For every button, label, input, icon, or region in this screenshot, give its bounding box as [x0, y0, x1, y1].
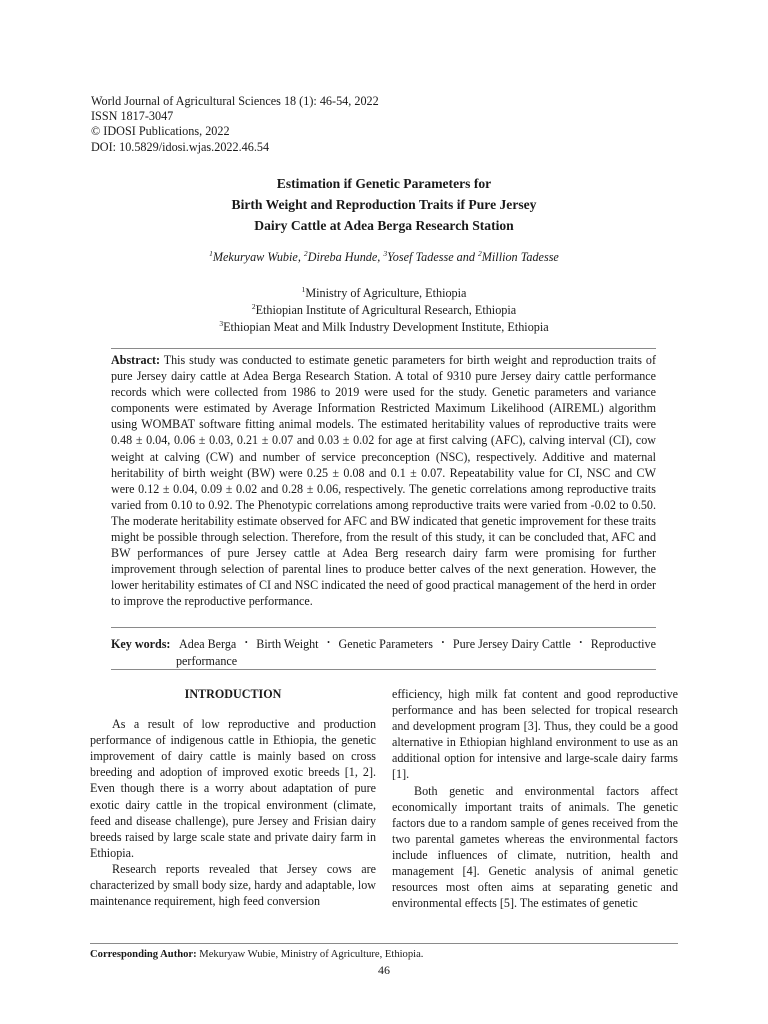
affiliation-2-text: Ethiopian Institute of Agricultural Research, Ethiopia	[255, 303, 517, 317]
abstract-text: This study was conducted to estimate genetic parameters for birth weight and reproduction traits of pure Jersey dairy cattle at Adea Berga Research Station. A total of 9310 pure Jersey dairy cattle performance records which were collected from 1986 to 2019 were used for the study. Genetic parameters and variance components were estimated by Average Information Restricted Maximum Likelihood (AIREML) algorithm using WOMBAT software fitting animal models. The estimated heritability values of reproductive traits were 0.48 ± 0.04, 0.06 ± 0.03, 0.21 ± 0.07 and 0.03 ± 0.02 for age at first calving (AFC), calving interval (CI), cow weight at calving (CW) and number of service preconception (NSC), respectively. Additive and maternal heritability of birth weight (BW) were 0.25 ± 0.08 and 0.1 ± 0.07. Repeatability value for CI, NSC and CW were 0.12 ± 0.04, 0.09 ± 0.02 and 0.28 ± 0.06, respectively. The genetic correlations among reproductive traits varied from 0.10 to 0.92. The Phenotypic correlations among reproductive traits were varied from -0.02 to 0.50. The moderate heritability estimate observed for AFC and BW indicated that genetic improvement for these traits might be possible through selection. Therefore, from the result of this study, it can be concluded that, AFC and BW performances of pure Jersey cattle at Adea Berg research dairy farm were promising for further improvement through selection of parental lines to produce better calves of the next generation. However, the lower heritability estimates of CI and NSC indicated the need of good practical management of the herd in order to improve the reproductive performance.	[111, 353, 656, 609]
journal-publisher: © IDOSI Publications, 2022	[91, 124, 230, 139]
abstract-top-rule	[111, 348, 656, 349]
affiliation-3-mark: 3	[219, 318, 224, 328]
body-paragraph: Research reports revealed that Jersey cows are characterized by small body size, hardy and adaptable, low maintenance requirement, high feed conversion	[90, 861, 376, 909]
title-line-2: Birth Weight and Reproduction Traits if Pure Jersey	[231, 197, 537, 212]
author-4: Million Tadesse	[481, 250, 559, 264]
keyword-5: Reproductive	[590, 637, 656, 651]
abstract	[111, 352, 656, 610]
keyword-2: Birth Weight	[256, 637, 319, 651]
keyword-separator: •	[579, 638, 583, 647]
body-column-left	[90, 686, 376, 909]
author-list	[90, 249, 678, 265]
journal-doi: DOI: 10.5829/idosi.wjas.2022.46.54	[91, 139, 270, 154]
body-paragraph: efficiency, high milk fat content and good reproductive performance and has been selected for tropical research and development program [3]. Thus, they could be a good alternative in Ethiopian highland environment to use as an additional option for intensive and large-scale dairy farms [1].	[392, 687, 678, 782]
keywords-label: Key words:	[111, 637, 171, 651]
author-3-affil-mark: 3	[383, 248, 388, 258]
corresponding-author-label: Corresponding Author:	[90, 949, 197, 960]
keyword-1: Adea Berga	[179, 637, 237, 651]
affiliation-2-mark: 2	[251, 301, 256, 311]
corresponding-author-note	[90, 948, 423, 961]
affiliation-1	[90, 285, 678, 302]
paper-title	[90, 173, 678, 236]
affiliation-3	[90, 319, 678, 336]
keywords-line	[111, 636, 656, 653]
author-2: Direba Hunde,	[307, 250, 384, 264]
journal-citation: World Journal of Agricultural Sciences 18 (1): 46-54, 2022	[91, 94, 379, 108]
body-paragraph: As a result of low reproductive and production performance of indigenous cattle in Ethiopia, the genetic improvement of dairy cattle is mainly based on cross breeding and adoption of improved exotic breeds [1, 2]. Even though there is a worry about adaptation of pure exotic dairy cattle in the tropical environment (climate, feed and disease challenge), pure Jersey and Frisian dairy breeds raised by large scale state and private dairy farm in Ethiopia.	[90, 717, 376, 860]
keyword-5-continuation: performance	[176, 653, 238, 668]
keyword-4: Pure Jersey Dairy Cattle	[452, 637, 571, 651]
title-line-1: Estimation if Genetic Parameters for	[276, 176, 492, 191]
footnote-rule	[90, 943, 678, 944]
page-number: 46	[378, 963, 390, 977]
journal-header	[91, 94, 379, 155]
body-paragraph: Both genetic and environmental factors affect economically important traits of animals. The genetic factors due to a random sample of genes received from the two parental gametes whereas the environmental factors include influences of climate, nutrition, health and management [4]. Genetic analysis of animal genetic resources most often aims at separating genetic and environmental effects [5]. The estimates of genetic	[392, 783, 678, 911]
keyword-separator: •	[244, 638, 248, 647]
keywords-bottom-rule	[111, 669, 656, 670]
keywords	[111, 636, 656, 669]
affiliation-1-mark: 1	[301, 284, 306, 294]
affiliation-2	[90, 302, 678, 319]
affiliation-list	[90, 285, 678, 336]
keyword-separator: •	[327, 638, 330, 647]
corresponding-author-text: Mekuryaw Wubie, Ministry of Agriculture, Ethiopia.	[196, 949, 424, 960]
author-1-affil-mark: 1	[209, 248, 213, 258]
author-3: Yosef Tadesse and	[387, 250, 479, 264]
author-4-affil-mark: 2	[478, 248, 482, 258]
title-line-3: Dairy Cattle at Adea Berga Research Station	[254, 218, 514, 233]
keyword-3: Genetic Parameters	[338, 637, 433, 651]
journal-issn: ISSN 1817-3047	[91, 109, 174, 124]
author-1: Mekuryaw Wubie,	[212, 250, 304, 264]
affiliation-1-text: Ministry of Agriculture, Ethiopia	[305, 286, 467, 300]
abstract-label: Abstract:	[111, 353, 161, 367]
author-2-affil-mark: 2	[303, 248, 308, 258]
body-column-right	[392, 686, 678, 911]
section-heading-introduction: INTRODUCTION	[184, 687, 282, 701]
keyword-separator: •	[441, 638, 445, 647]
affiliation-3-text: Ethiopian Meat and Milk Industry Development Institute, Ethiopia	[223, 320, 549, 334]
abstract-bottom-rule	[111, 627, 656, 628]
